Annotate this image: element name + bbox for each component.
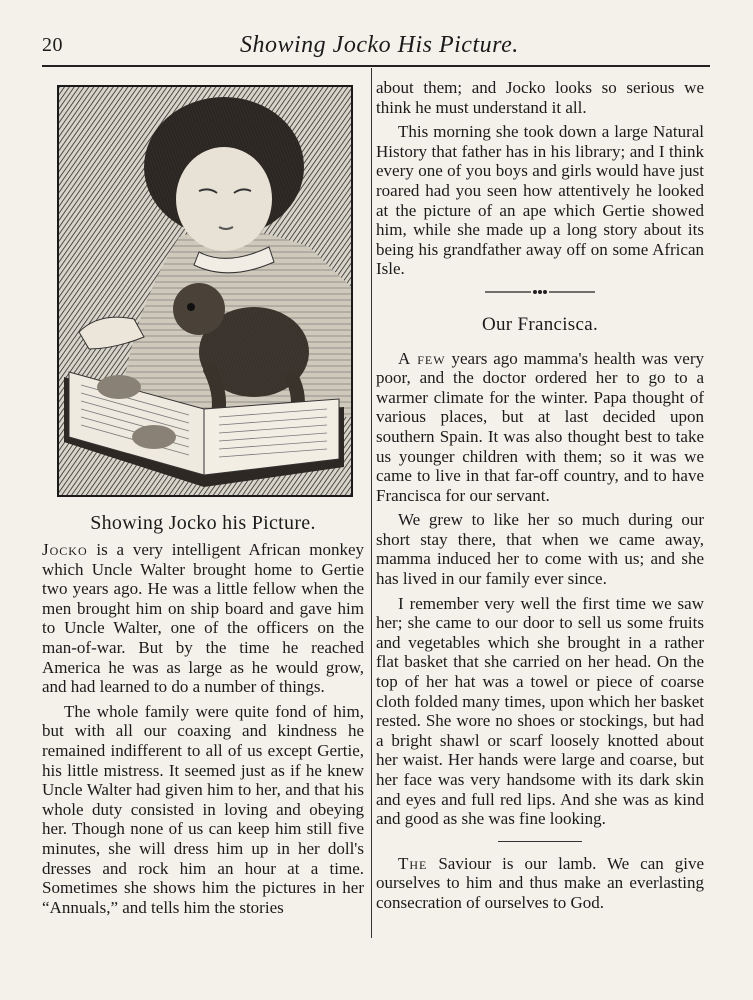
- lead-word: The: [398, 853, 428, 873]
- article-title-francisca: Our Francisca.: [481, 313, 599, 335]
- section-divider: [498, 841, 582, 842]
- paragraph-text: is a very intelligent African monkey which Uncle Walter brought home to Gertie two years ago. He was a little fellow when the men brought him on ship board and gave him to Uncle Walter, one of the officers on the man-of-war. But by the time he reached America he was as large as he would grow, and had learned to do a number of things.: [42, 540, 364, 697]
- right-column: [376, 78, 704, 913]
- paragraph: [376, 349, 704, 506]
- paragraph: The whole family were quite fond of him, but with all our coaxing and kindness he remained indifferent to all of us except Gertie, his little mistress. It seemed just as if he knew Uncle Walter had given him to her, and that his whole duty consisted in loving and obeying her. Though none of us can keep him still five minutes, she will dress him up in her doll's dresses and rock him an hour at a time. Sometimes she shows him the pictures in her “Annuals,” and tells him the stories: [42, 701, 364, 917]
- paragraph: I remember very well the first time we saw her; she came to our door to sell us some fruits and vegetables which she brought in a rather flat basket that she carried on her head. On the top of her hat was a towel or piece of coarse cloth folded many times, upon which her basket rested. She wore no shoes or stockings, but had a bright shawl or scarf loosely knotted about her waist. Her hands were large and coarse, but her face was very handsome with its dark skin and eyes and full red lips. And she was as kind and good as she was fine looking.: [376, 593, 704, 829]
- lead-word: A few: [398, 348, 446, 368]
- article-title-jocko: Showing Jocko his Picture.: [90, 512, 316, 534]
- running-title: Showing Jocko His Picture.: [240, 32, 519, 58]
- paragraph: We grew to like her so much during our short stay there, that when we came away, mamma induced her to come with us; and she has lived in our family ever since.: [376, 510, 704, 589]
- paragraph: [42, 540, 364, 697]
- ornament-divider-icon: [485, 287, 595, 297]
- page-header: [0, 0, 753, 62]
- paragraph: This morning she took down a large Natural History that father has in his library; and I think every one of you boys and girls would have just roared had you seen how attentively he looked at the picture of an ape which Gertie showed him, while she made up a long story about its being his grandfather away off on some African Isle.: [376, 122, 704, 279]
- engraving-girl-with-monkey-and-book-icon: [59, 87, 351, 495]
- paragraph-continued: about them; and Jocko looks so serious we think he must understand it all.: [376, 78, 704, 117]
- paragraph-text: Saviour is our lamb. We can give ourselves to him and thus make an everlasting consecration of ourselves to God.: [376, 853, 704, 912]
- page-number: 20: [42, 34, 63, 56]
- header-rule: [42, 65, 710, 67]
- lead-word: Jocko: [42, 540, 88, 559]
- column-rule: [371, 68, 372, 938]
- engraving-illustration: [57, 85, 353, 497]
- paragraph-text: years ago mamma's health was very poor, and the doctor ordered her to go to a warmer climate for the winter. Papa thought of various places, but at last decided upon southern Spain. It was also thought best to take us younger children with them; so it was we came to live in that far-off country, and to have Francisca for our servant.: [376, 348, 704, 505]
- left-column: [42, 540, 364, 917]
- closing-paragraph: [376, 854, 704, 913]
